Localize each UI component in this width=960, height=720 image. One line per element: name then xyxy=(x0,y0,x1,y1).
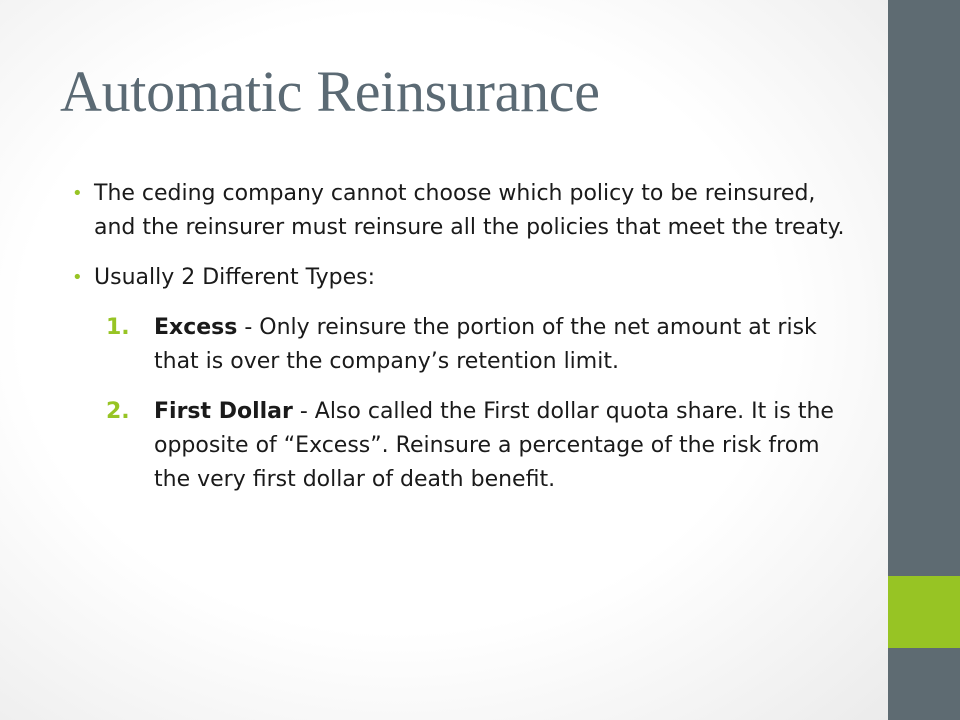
item-term: Excess xyxy=(154,315,238,340)
item-number: 1. xyxy=(106,315,130,340)
bullet-text: The ceding company cannot choose which policy to be reinsured, and the reinsurer must reinsure all the policies that meet the treaty. xyxy=(94,181,845,240)
numbered-item-excess xyxy=(72,311,857,379)
side-accent-square xyxy=(888,576,960,648)
item-number: 2. xyxy=(106,399,130,424)
slide-title: Automatic Reinsurance xyxy=(60,59,600,124)
bullet-item xyxy=(72,177,857,245)
item-term: First Dollar xyxy=(154,399,293,424)
bullet-icon: • xyxy=(72,183,83,204)
item-description: - Only reinsure the portion of the net amount at risk that is over the company’s retention limit. xyxy=(154,315,817,374)
numbered-item-first-dollar xyxy=(72,395,857,497)
slide-body xyxy=(72,177,857,513)
bullet-item xyxy=(72,261,857,295)
bullet-icon: • xyxy=(72,267,83,288)
bullet-text: Usually 2 Different Types: xyxy=(94,265,376,290)
item-description: - Also called the First dollar quota share. It is the opposite of “Excess”. Reinsure a percentage of the risk from the very first dollar of death benefit. xyxy=(154,399,834,492)
